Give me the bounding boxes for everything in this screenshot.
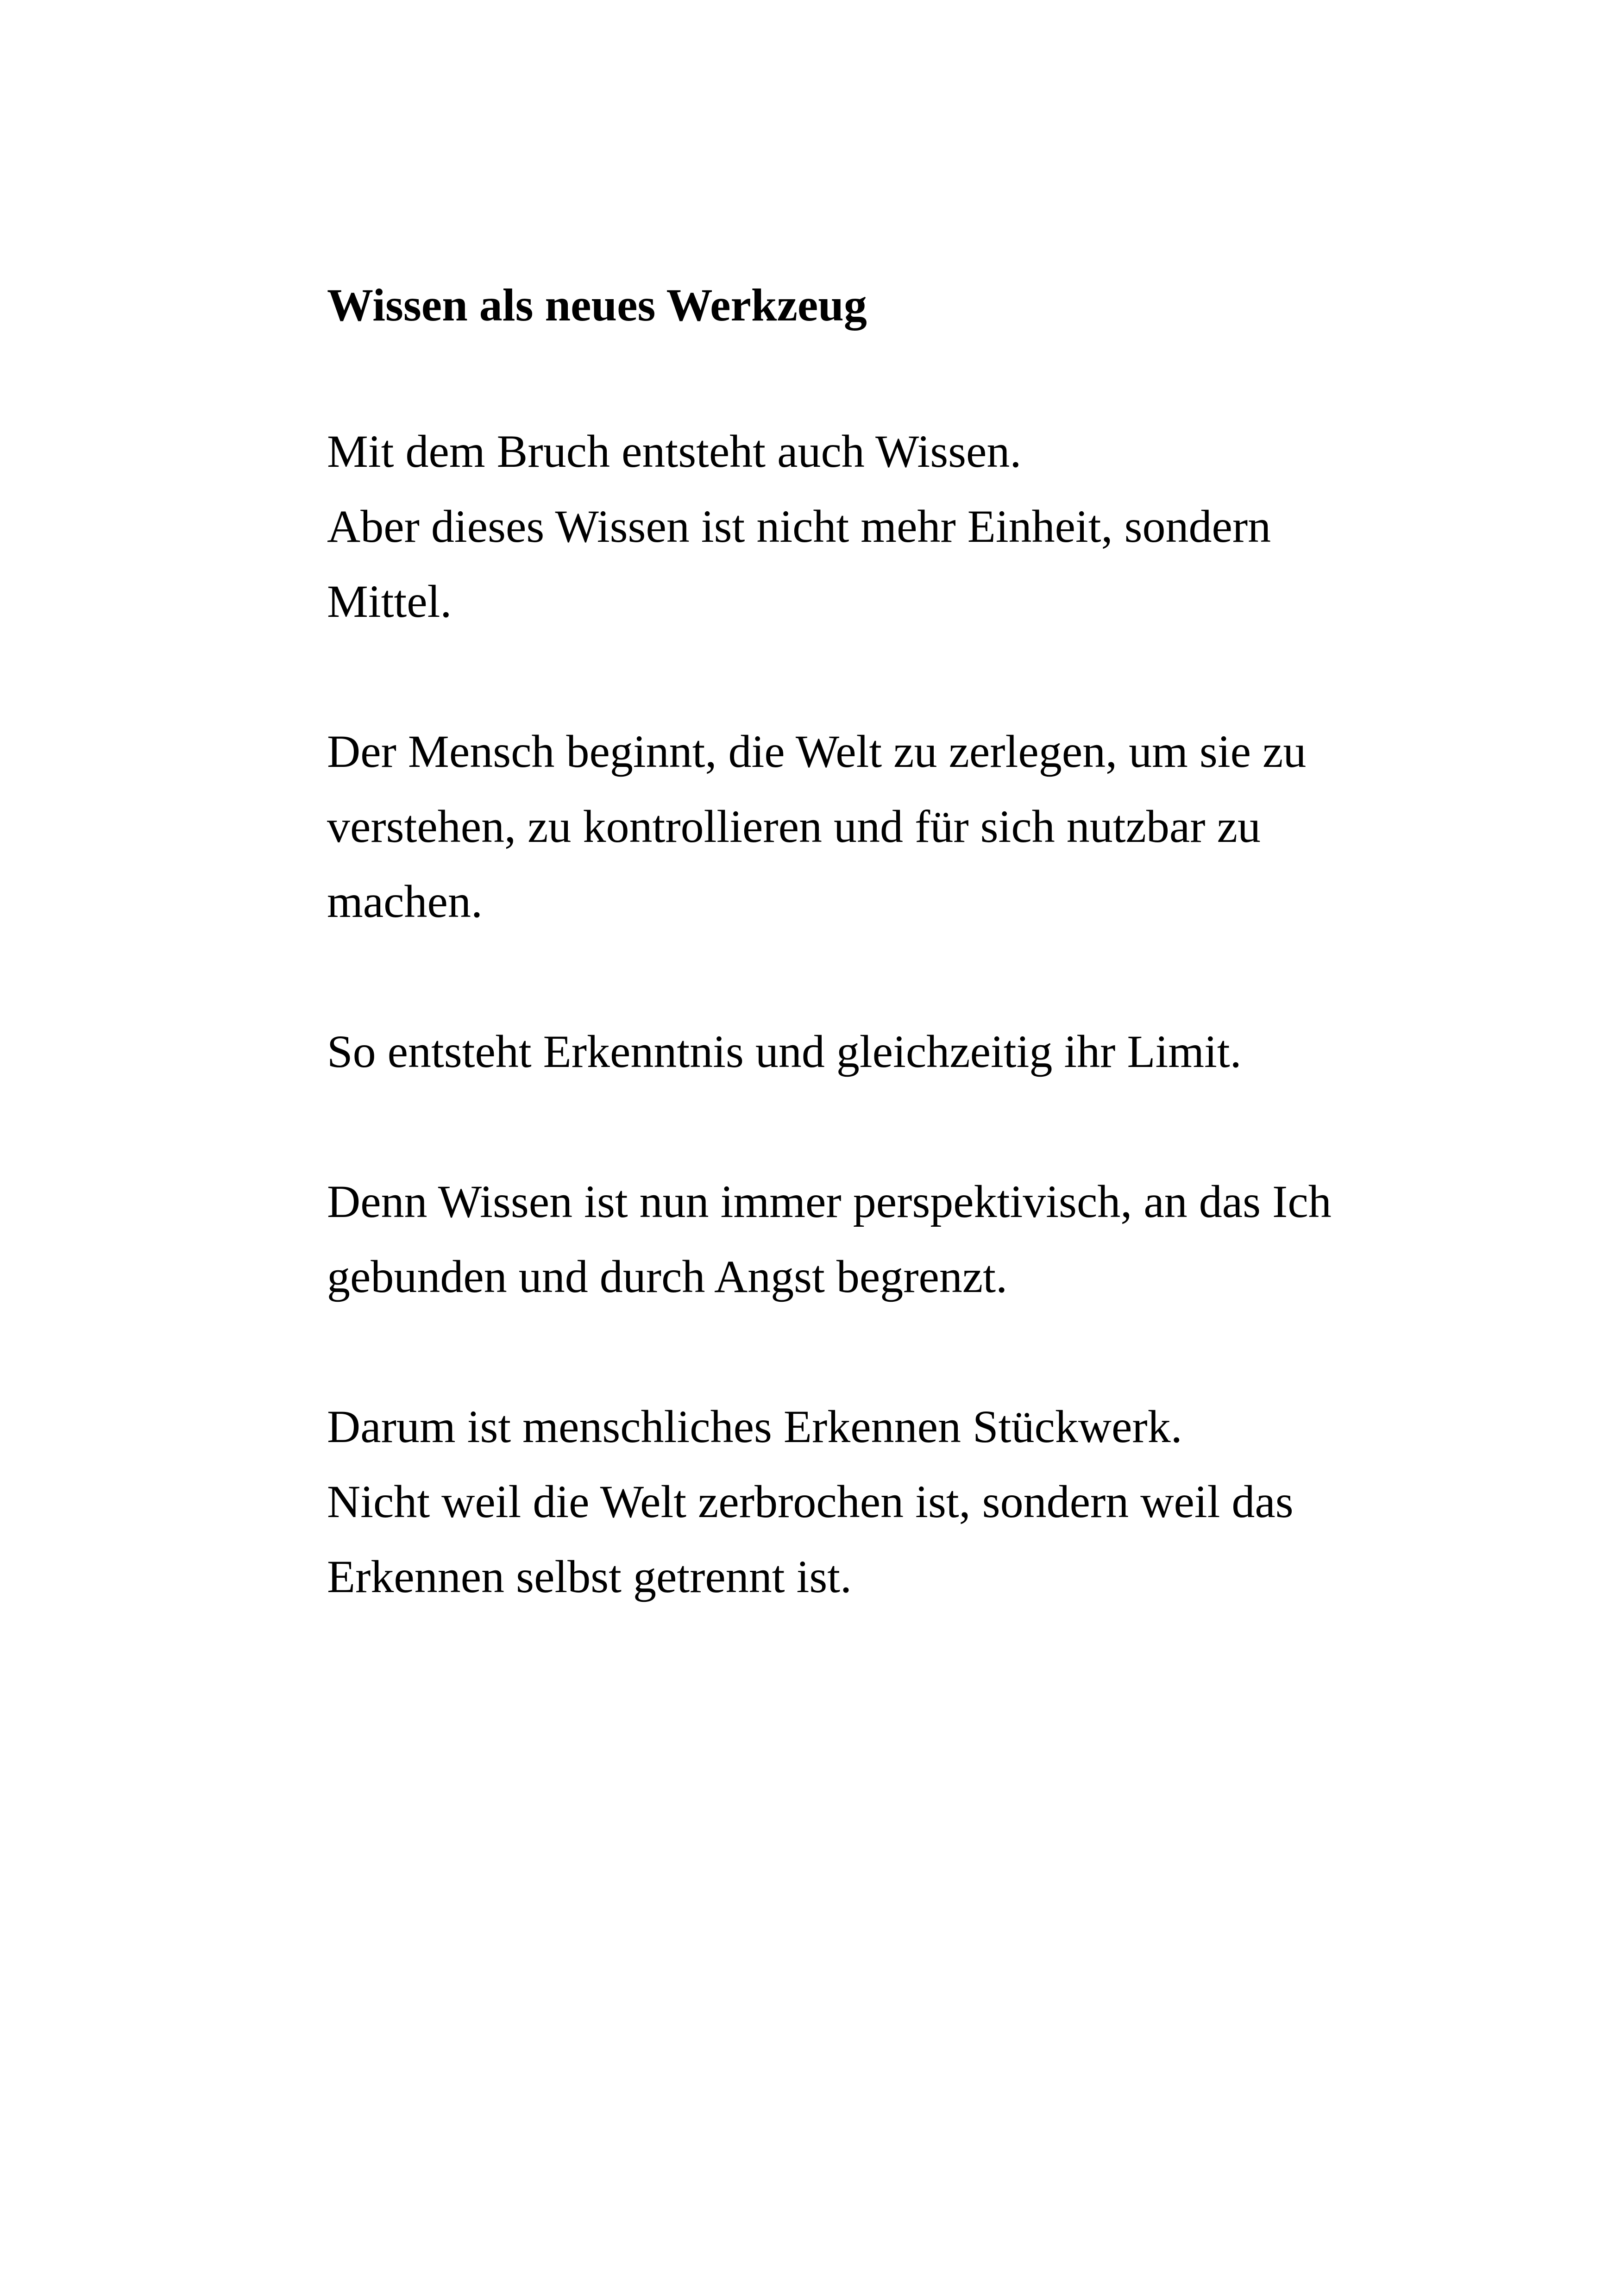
document-body (327, 273, 1346, 1614)
paragraph-line: Nicht weil die Welt zerbrochen ist, sondern weil das (327, 1476, 1294, 1527)
paragraph-line: gebunden und durch Angst begrenzt. (327, 1251, 1008, 1302)
paragraph-line: Mit dem Bruch entsteht auch Wissen. (327, 426, 1022, 477)
page-title: Wissen als neues Werkzeug (327, 279, 867, 331)
paragraph-2 (327, 714, 1346, 939)
title-spacer (327, 337, 1346, 414)
paragraph-spacer (327, 1089, 1346, 1164)
paragraph-line: Der Mensch beginnt, die Welt zu zerlegen, um sie zu (327, 726, 1307, 777)
paragraph-line: verstehen, zu kontrollieren und für sich nutzbar zu (327, 801, 1261, 852)
paragraph-line: Aber dieses Wissen ist nicht mehr Einheit, sondern (327, 501, 1271, 552)
paragraph-line: machen. (327, 876, 483, 927)
paragraph-5 (327, 1389, 1346, 1614)
paragraph-3 (327, 1014, 1346, 1089)
paragraph-line: Mittel. (327, 576, 452, 627)
paragraph-spacer (327, 1314, 1346, 1389)
paragraph-1 (327, 414, 1346, 639)
paragraph-line: Darum ist menschliches Erkennen Stückwerk. (327, 1401, 1182, 1452)
paragraph-line: So entsteht Erkenntnis und gleichzeitig ihr Limit. (327, 1026, 1242, 1077)
paragraph-line: Denn Wissen ist nun immer perspektivisch, an das Ich (327, 1176, 1332, 1227)
paragraph-spacer (327, 639, 1346, 714)
paragraph-line: Erkennen selbst getrennt ist. (327, 1551, 852, 1602)
paragraph-4 (327, 1164, 1346, 1314)
paragraph-spacer (327, 939, 1346, 1014)
